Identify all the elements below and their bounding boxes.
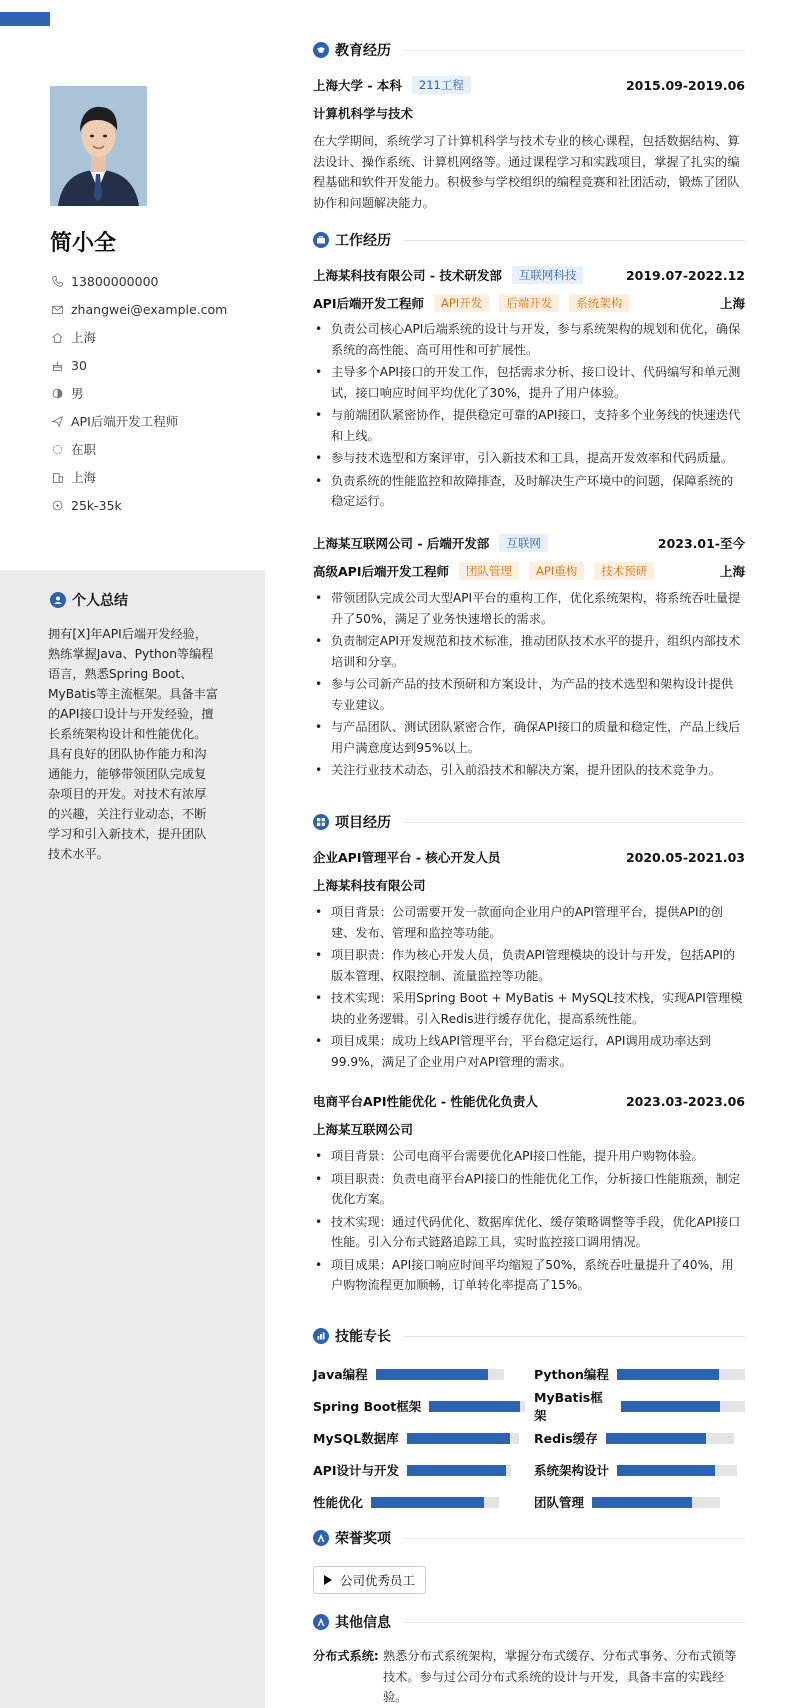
project-2-company-row (313, 1120, 745, 1138)
skill-fill (429, 1401, 520, 1412)
job-2-position: 高级API后端开发工程师 (313, 564, 449, 579)
work-heading (313, 230, 745, 250)
salary-value: 25k-35k (71, 497, 122, 513)
project-1-company: 上海某科技有限公司 (313, 878, 426, 893)
info-status (50, 435, 227, 463)
info-email (50, 295, 227, 323)
list-item: • 技术实现：采用Spring Boot + MyBatis + MySQL技术栈，实现API管理模块的业务逻辑。引入Redis进行缓存优化，提高系统性能。 (313, 988, 745, 1029)
skill-fill (407, 1433, 510, 1444)
job-2-tag: 技术预研 (594, 562, 654, 580)
education-date: 2015.09-2019.06 (625, 77, 745, 93)
job-1-date: 2019.07-2022.12 (625, 267, 745, 283)
skill-bar (429, 1401, 525, 1412)
gender-icon (50, 386, 64, 400)
skill-bar (376, 1369, 504, 1380)
list-item: • 项目成果：成功上线API管理平台，平台稳定运行，API调用成功率达到99.9%，满足了企业用户对API管理的需求。 (313, 1031, 745, 1072)
education-title: 教育经历 (335, 43, 391, 59)
job-1-tag: API开发 (434, 294, 489, 312)
info-city (50, 463, 227, 491)
project-2-name: 电商平台API性能优化 - 性能优化负责人 (313, 1094, 538, 1109)
cake-icon (50, 358, 64, 372)
job-target-value: API后端开发工程师 (71, 414, 179, 429)
list-item: • 参与公司新产品的技术预研和方案设计，为产品的技术选型和架构设计提供专业建议。 (313, 674, 745, 715)
project-2-header (313, 1092, 745, 1110)
summary-text: 拥有[X]年API后端开发经验，熟练掌握Java、Python等编程语言，熟悉Spring Boot、MyBatis等主流框架。具备丰富的API接口设计与开发经验，擅长系统架构设计和性能优化。具有良好的团队协作能力和沟通能力，能够带领团队完成复杂项目的开发。对技术有浓厚的兴趣，关注行业动态，不断学习和引入新技术，提升团队技术水平。 (48, 627, 218, 861)
list-item: • 关注行业技术动态，引入前沿技术和解决方案，提升团队的技术竞争力。 (313, 760, 745, 781)
job-2-tag: 团队管理 (459, 562, 519, 580)
skill-name: API设计与开发 (313, 1463, 399, 1478)
section-divider (403, 1538, 745, 1539)
list-item: • 带领团队完成公司大型API平台的重构工作，优化系统架构，将系统吞吐量提升了50%，满足了业务快速增长的需求。 (313, 588, 745, 629)
summary-heading (50, 590, 128, 610)
skill-bar (617, 1369, 745, 1380)
job-2-date: 2023.01-至今 (657, 536, 745, 551)
sidebar (0, 0, 265, 1708)
skill-bar (407, 1465, 511, 1476)
list-item: • 项目职责：负责电商平台API接口的性能优化工作，分析接口性能瓶颈，制定优化方案。 (313, 1169, 745, 1210)
skill-fill (407, 1465, 506, 1476)
other-value: 熟悉分布式系统架构，掌握分布式缓存、分布式事务、分布式锁等技术。参与过公司分布式系统的设计与开发，具备丰富的实践经验。 (383, 1649, 737, 1704)
list-item: • 负责系统的性能监控和故障排查，及时解决生产环境中的问题，保障系统的稳定运行。 (313, 471, 745, 512)
job-1-tag: 后端开发 (499, 294, 559, 312)
job-1-tag: 系统架构 (569, 294, 629, 312)
skill-fill (376, 1369, 489, 1380)
summary-title: 个人总结 (72, 593, 128, 609)
award-chip (313, 1566, 426, 1594)
briefcase-icon (313, 232, 329, 248)
info-age (50, 351, 227, 379)
major-row (313, 104, 745, 122)
skill-name: MyBatis框架 (534, 1390, 603, 1423)
skill-name: Java编程 (313, 1367, 368, 1382)
contact-info-list (50, 267, 227, 519)
bar-chart-icon (313, 1328, 329, 1344)
skill-fill (617, 1465, 715, 1476)
email-value: zhangwei@example.com (71, 301, 228, 317)
project-2-date: 2023.03-2023.06 (625, 1093, 745, 1109)
skill-fill (371, 1497, 484, 1508)
section-divider (403, 240, 745, 241)
user-icon (50, 592, 66, 608)
list-item: • 项目背景：公司电商平台需要优化API接口性能，提升用户购物体验。 (313, 1146, 745, 1167)
award-icon (313, 1530, 329, 1546)
list-item: • 项目职责：作为核心开发人员，负责API管理模块的设计与开发，包括API的版本管理、权限控制、流量监控等功能。 (313, 945, 745, 986)
skill-fill (592, 1497, 692, 1508)
skill-bar (617, 1465, 737, 1476)
skills-heading (313, 1326, 745, 1346)
projects-heading (313, 812, 745, 832)
skill-bar (606, 1433, 734, 1444)
info-salary (50, 491, 227, 519)
list-item: • 主导多个API接口的开发工作，包括需求分析、接口设计、代码编写和单元测试，接口响应时间平均优化了30%，提升了用户体验。 (313, 362, 745, 403)
job-1-city: 上海 (719, 296, 745, 311)
skill-name: Spring Boot框架 (313, 1399, 422, 1414)
graduation-icon (313, 42, 329, 58)
skill-fill (606, 1433, 706, 1444)
job-2-position-row (313, 562, 745, 580)
gender-value: 男 (71, 386, 84, 401)
list-item: • 项目成果：API接口响应时间平均缩短了50%，系统吞吐量提升了40%，用户购物流程更加顺畅，订单转化率提高了15%。 (313, 1255, 745, 1296)
skill-name: Python编程 (534, 1367, 609, 1382)
avatar-portrait (50, 86, 147, 206)
building-icon (50, 470, 64, 484)
avatar (50, 86, 147, 206)
skill-name: Redis缓存 (534, 1431, 598, 1446)
job-2-tag: API重构 (529, 562, 584, 580)
project-1-bullets (313, 902, 745, 1074)
section-divider (403, 822, 745, 823)
skill-name: 性能优化 (313, 1495, 364, 1510)
job-2-company: 上海某互联网公司 - 后端开发部 (313, 536, 490, 551)
play-icon (324, 1575, 332, 1585)
project-2-company: 上海某互联网公司 (313, 1122, 414, 1137)
skill-item (313, 1461, 511, 1479)
awards-heading (313, 1528, 745, 1548)
skill-name: 系统架构设计 (534, 1463, 610, 1478)
location-value: 上海 (71, 330, 97, 345)
phone-value: 13800000000 (71, 273, 159, 289)
list-item: • 负责制定API开发规范和技术标准，推动团队技术水平的提升，组织内部技术培训和分享。 (313, 631, 745, 672)
skill-bar (621, 1401, 745, 1412)
status-icon (50, 442, 64, 456)
project-1-date: 2020.05-2021.03 (625, 849, 745, 865)
job-1-bullets (313, 319, 745, 514)
job-1-industry: 互联网科技 (512, 266, 584, 284)
section-divider (403, 50, 745, 51)
other-title: 其他信息 (335, 1615, 391, 1631)
skill-bar (371, 1497, 499, 1508)
education-row (313, 76, 745, 94)
info-gender (50, 379, 227, 407)
list-item: • 参与技术选型和方案评审，引入新技术和工具，提高开发效率和代码质量。 (313, 448, 745, 469)
section-divider (403, 1336, 745, 1337)
skill-item (313, 1365, 504, 1383)
home-icon (50, 330, 64, 344)
grid-icon (313, 814, 329, 830)
skill-fill (617, 1369, 719, 1380)
section-divider (403, 1622, 745, 1623)
skill-item (534, 1493, 720, 1511)
skill-bar (592, 1497, 720, 1508)
skill-item (534, 1390, 745, 1423)
work-title: 工作经历 (335, 233, 391, 249)
info-location (50, 323, 227, 351)
job-1-position-row (313, 294, 745, 312)
job-2-bullets (313, 588, 745, 783)
status-value: 在职 (71, 442, 97, 457)
other-key: 分布式系统: (313, 1649, 379, 1663)
list-item: • 技术实现：通过代码优化、数据库优化、缓存策略调整等手段，优化API接口性能。引入分布式链路追踪工具，实时监控接口调用情况。 (313, 1212, 745, 1253)
age-value: 30 (71, 357, 87, 373)
project-1-header (313, 848, 745, 866)
award-name: 公司优秀员工 (340, 1573, 416, 1588)
accent-bar (0, 12, 50, 26)
job-2-city: 上海 (719, 564, 745, 579)
skill-bar (407, 1433, 519, 1444)
send-icon (50, 414, 64, 428)
candidate-name: 简小全 (50, 231, 117, 256)
list-item: • 项目背景：公司需要开发一款面向企业用户的API管理平台，提供API的创建、发布、管理和监控等功能。 (313, 902, 745, 943)
projects-title: 项目经历 (335, 815, 391, 831)
info-phone (50, 267, 227, 295)
skill-item (313, 1429, 519, 1447)
mail-icon (50, 302, 64, 316)
skill-item (534, 1429, 734, 1447)
education-desc: 在大学期间，系统学习了计算机科学与技术专业的核心课程，包括数据结构、算法设计、操作系统、计算机网络等。通过课程学习和实践项目，掌握了扎实的编程基础和软件开发能力。积极参与学校组织的编程竞赛和社团活动，锻炼了团队协作和问题解决能力。 (313, 134, 740, 210)
job-2-header (313, 534, 745, 552)
job-1-header (313, 266, 745, 284)
skill-fill (621, 1401, 720, 1412)
job-2-industry: 互联网 (499, 534, 548, 552)
info-job-target (50, 407, 227, 435)
major-name: 计算机科学与技术 (313, 106, 414, 121)
city-value: 上海 (71, 470, 97, 485)
project-1-company-row (313, 876, 745, 894)
school-tag: 211工程 (412, 76, 471, 94)
job-1-position: API后端开发工程师 (313, 296, 424, 311)
project-1-name: 企业API管理平台 - 核心开发人员 (313, 850, 501, 865)
info-icon (313, 1614, 329, 1630)
list-item: • 与产品团队、测试团队紧密合作，确保API接口的质量和稳定性，产品上线后用户满意度达到95%以上。 (313, 717, 745, 758)
school-name: 上海大学 - 本科 (313, 78, 402, 93)
skill-item (534, 1365, 745, 1383)
education-heading (313, 40, 745, 60)
skill-item (534, 1461, 737, 1479)
project-2-bullets (313, 1146, 745, 1298)
other-heading (313, 1612, 745, 1632)
phone-icon (50, 274, 64, 288)
list-item: • 负责公司核心API后端系统的设计与开发，参与系统架构的规划和优化，确保系统的高性能、高可用性和可扩展性。 (313, 319, 745, 360)
list-item: • 与前端团队紧密协作，提供稳定可靠的API接口，支持多个业务线的快速迭代和上线。 (313, 405, 745, 446)
skill-item (313, 1397, 525, 1415)
skill-name: MySQL数据库 (313, 1431, 399, 1446)
job-1-company: 上海某科技有限公司 - 技术研发部 (313, 268, 502, 283)
coin-icon (50, 498, 64, 512)
skill-item (313, 1493, 499, 1511)
awards-title: 荣誉奖项 (335, 1531, 391, 1547)
skill-name: 团队管理 (534, 1495, 585, 1510)
skills-title: 技能专长 (335, 1329, 391, 1345)
other-info (313, 1646, 745, 1708)
summary-section (0, 570, 265, 1708)
